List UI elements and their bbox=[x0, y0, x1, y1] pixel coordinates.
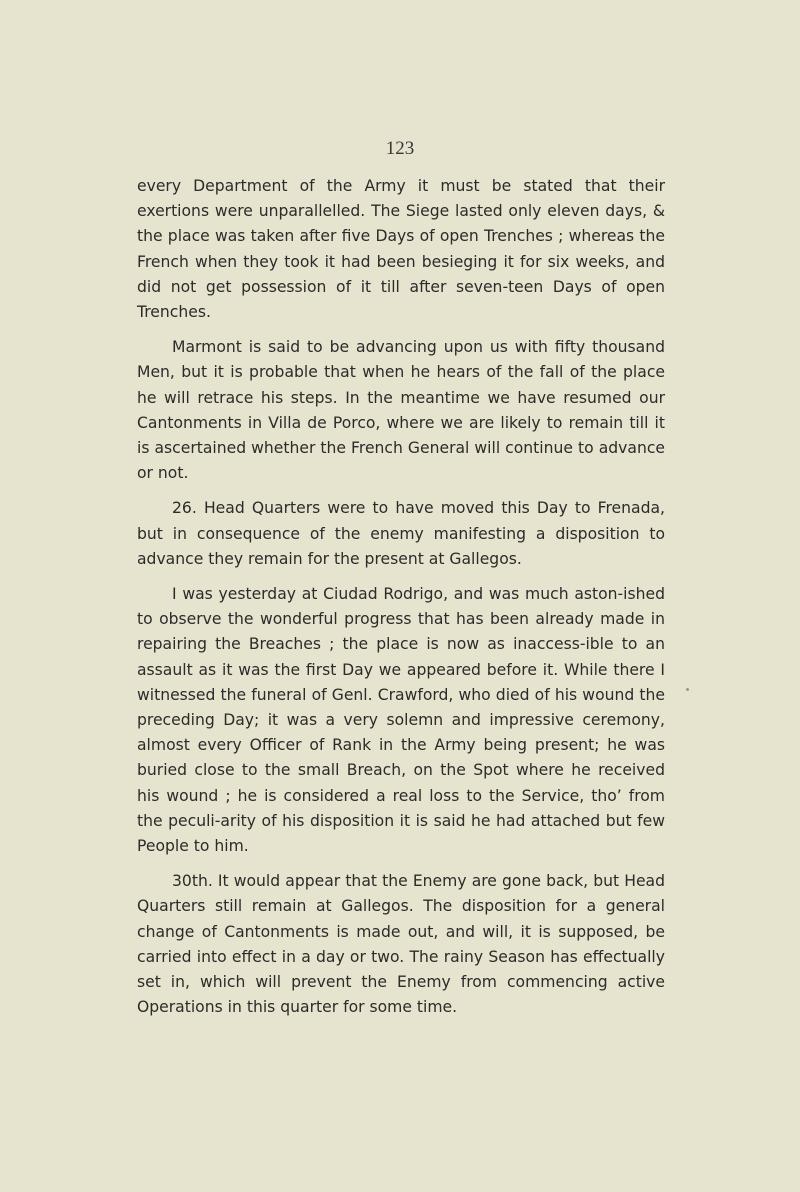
paragraph-30th: 30th. It would appear that the Enemy are gone back, but Head Quarters still remain at Gallegos. The disposition for a general change of Cantonments is made out, and will, it is supposed, be carried into effect in a day or two. The rainy Season has effectually set in, which will prevent the Enemy from commencing active Operations in this quarter for some time. bbox=[137, 872, 665, 1017]
body-text bbox=[137, 174, 665, 1031]
page-number: 123 bbox=[385, 138, 415, 159]
paragraph-continuation: every Department of the Army it must be stated that their exertions were unparallelled. The Siege lasted only eleven days, & the place was taken after five Days of open Trenches ; whereas the French when they took it had been besieging it for six weeks, and did not get possession of it till after seven-teen Days of open Trenches. bbox=[137, 177, 665, 322]
paragraph-ciudad-rodrigo: I was yesterday at Ciudad Rodrigo, and was much aston-ished to observe the wonderful progress that has been already made in repairing the Breaches ; the place is now as inaccess-ible to an assault as it was the first Day we appeared before it. While there I witnessed the funeral of Genl. Crawford, who died of his wound the preceding Day; it was a very solemn and impressive ceremony, almost every Officer of Rank in the Army being present; he was buried close to the small Breach, on the Spot where he received his wound ; he is considered a real loss to the Service, tho’ from the peculi-arity of his disposition it is said he had attached but few People to him. bbox=[137, 585, 665, 856]
paper-speck bbox=[686, 688, 689, 691]
paragraph-26th: 26. Head Quarters were to have moved this Day to Frenada, but in consequence of the enemy manifesting a disposition to advance they remain for the present at Gallegos. bbox=[137, 499, 665, 568]
paragraph-marmont: Marmont is said to be advancing upon us with fifty thousand Men, but it is probable that when he hears of the fall of the place he will retrace his steps. In the meantime we have resumed our Cantonments in Villa de Porco, where we are likely to remain till it is ascertained whether the French General will continue to advance or not. bbox=[137, 338, 665, 483]
